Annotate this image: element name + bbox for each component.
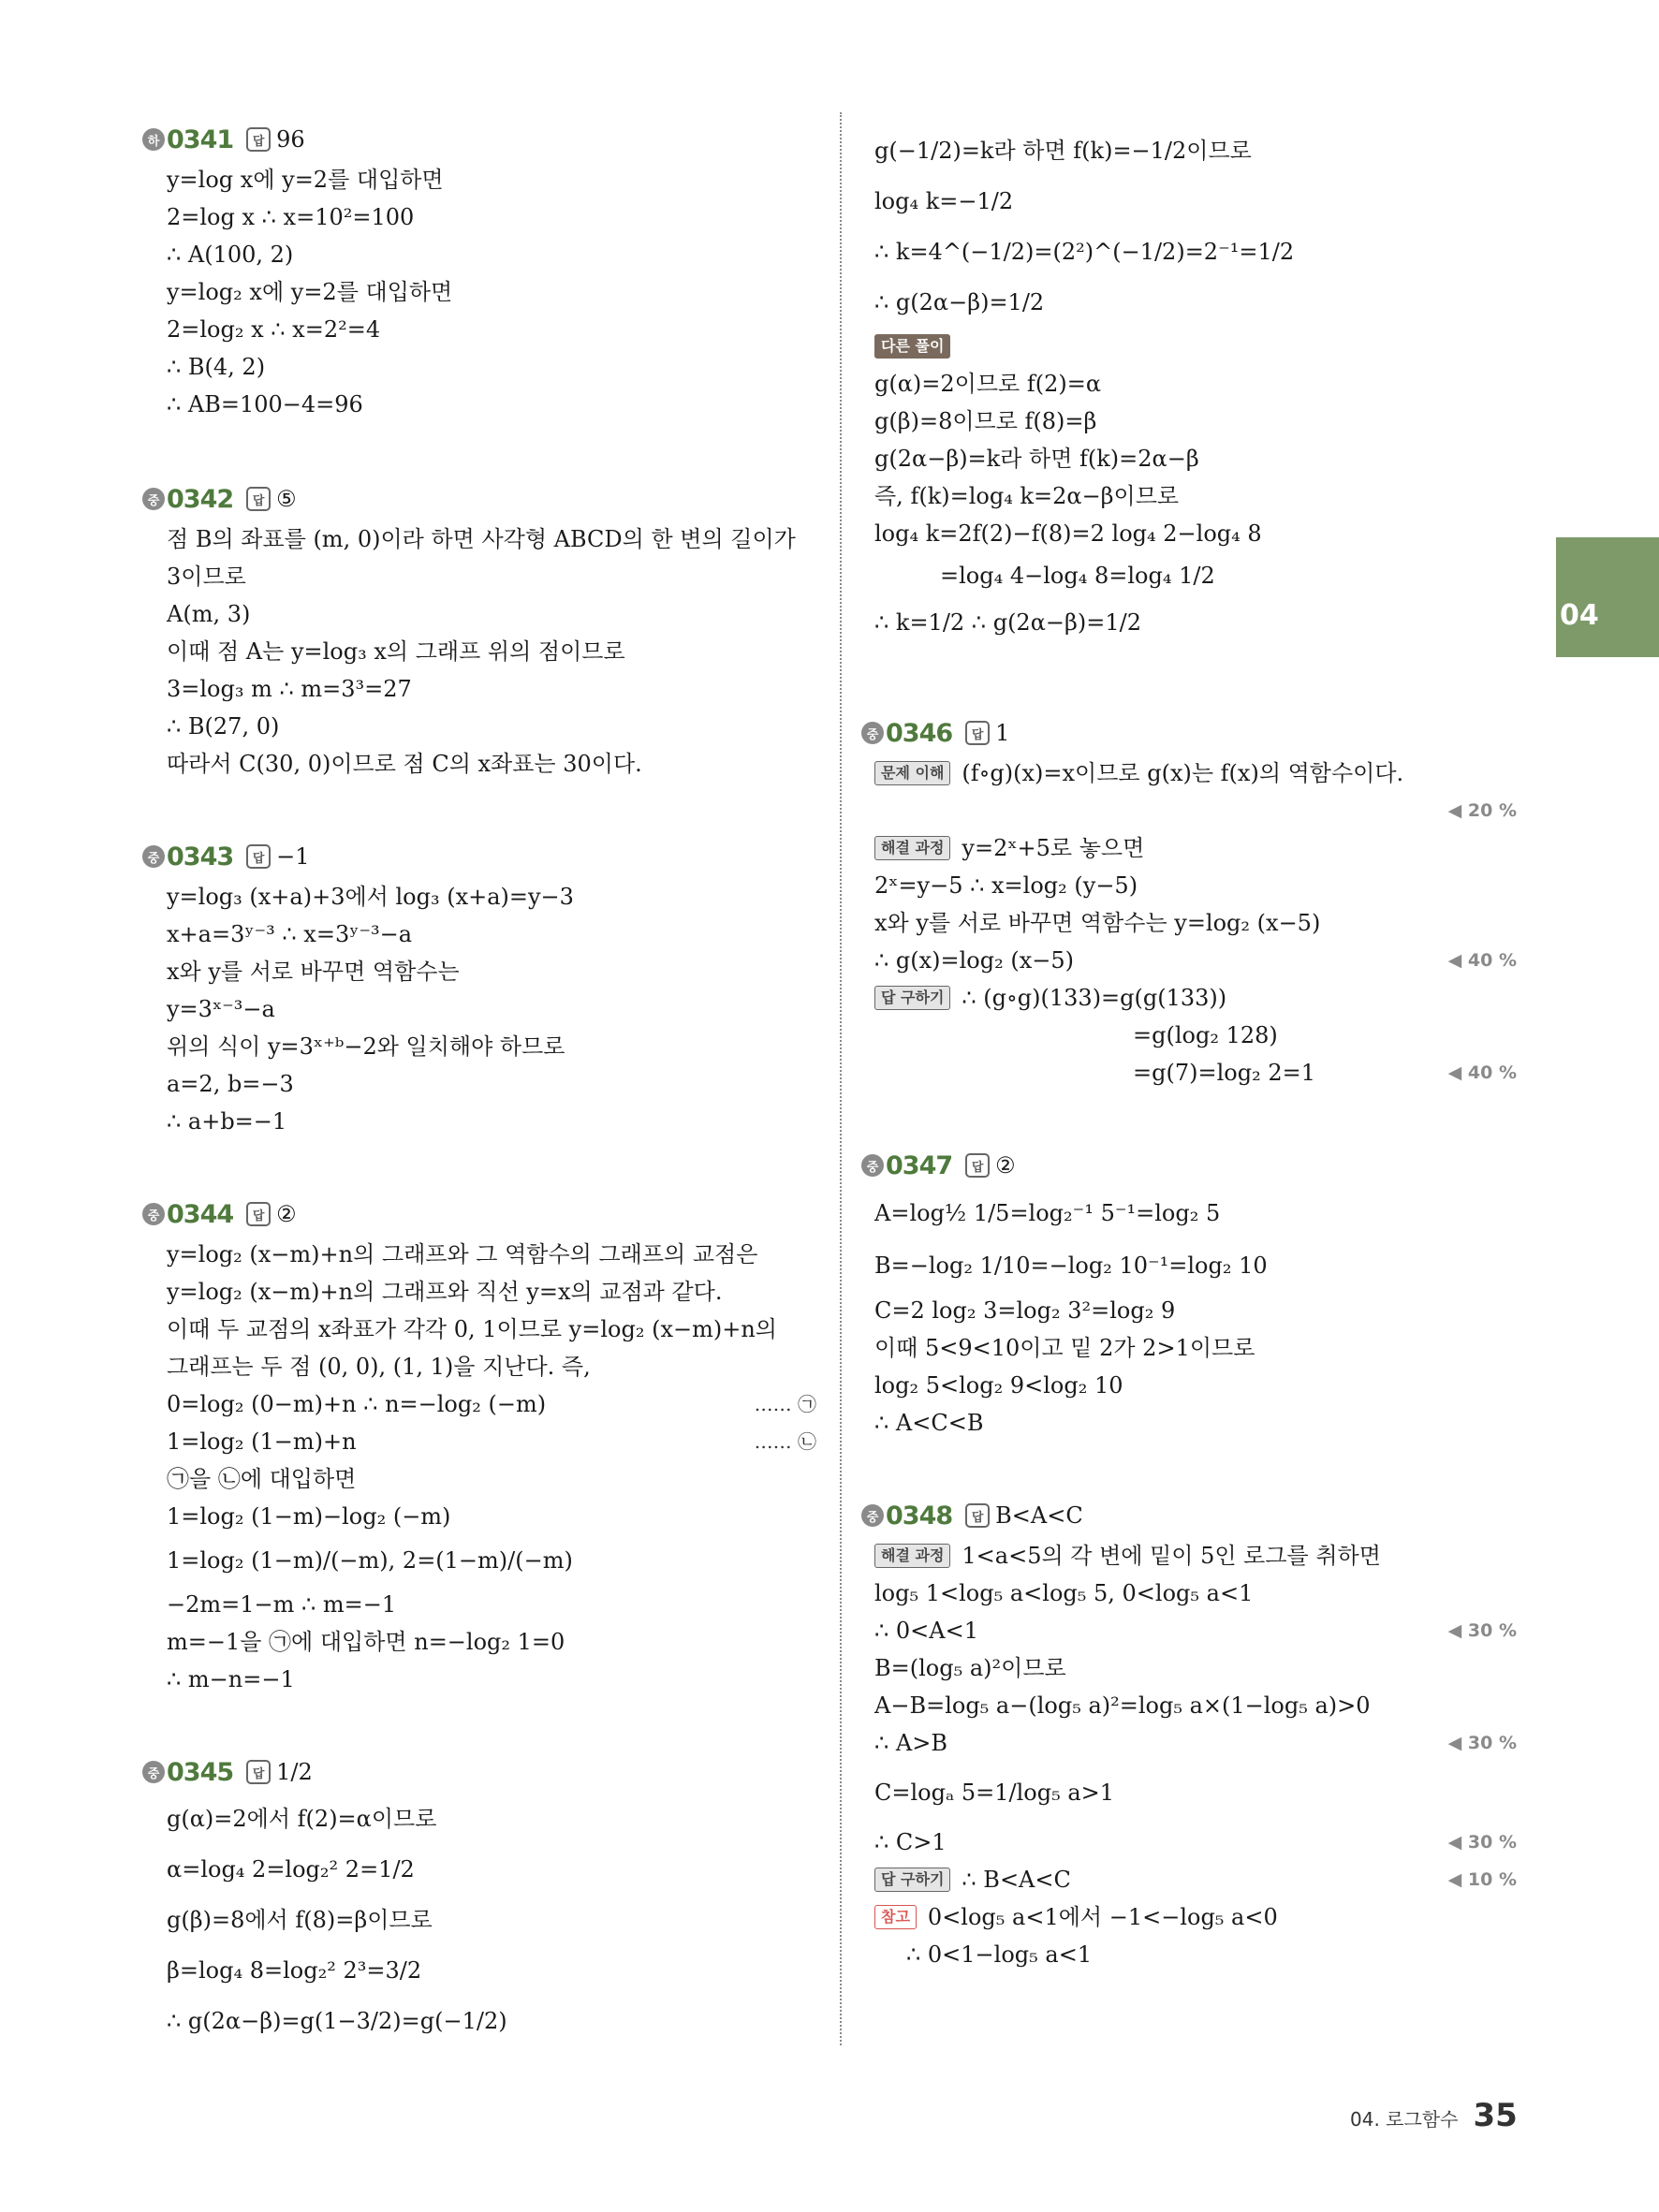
solution-row — [874, 1612, 1517, 1649]
solution-text: 0<log₅ a<1에서 −1<−log₅ a<0 — [927, 1904, 1278, 1930]
solution-line: 2=log₂ x ∴ x=2²=4 — [167, 316, 381, 343]
problem-0342 — [142, 479, 816, 783]
left-column — [142, 120, 816, 2101]
score-percent: ◀ 30 % — [1447, 1832, 1517, 1853]
solution-line: y=log₂ x에 y=2를 대입하면 — [167, 279, 453, 305]
solution-text: log₅ 1<log₅ a<log₅ 5, 0<log₅ a<1 — [874, 1580, 1254, 1606]
solution-text: 2ˣ=y−5 ∴ x=log₂ (y−5) — [874, 872, 1138, 899]
solution-text: ∴ C>1 — [874, 1829, 947, 1855]
solution-text: A−B=log₅ a−(log₅ a)²=log₅ a×(1−log₅ a)>0 — [874, 1692, 1371, 1719]
chapter-tab-label: 04 — [1560, 599, 1599, 632]
problem-header — [861, 1146, 1517, 1185]
answer-value: 96 — [276, 126, 305, 153]
solution-row — [874, 1898, 1517, 1936]
level-badge: 중 — [142, 1203, 165, 1225]
answer-icon: 답 — [965, 721, 990, 745]
solution-text: B=(log₅ a)²이므로 — [874, 1655, 1066, 1681]
solution-line: 3이므로 — [167, 564, 246, 590]
note-tag: 참고 — [874, 1905, 917, 1929]
solution-row — [874, 867, 1517, 904]
solution-line — [167, 1423, 816, 1460]
problem-header — [142, 837, 816, 876]
solution-row — [874, 1861, 1517, 1898]
solution-line: 1=log₂ (1−m)−log₂ (−m) — [167, 1503, 451, 1530]
answer-icon: 답 — [246, 844, 271, 869]
answer-icon: 답 — [965, 1153, 990, 1178]
solution-line: ∴ A<C<B — [874, 1410, 984, 1436]
score-percent: ◀ 40 % — [1447, 950, 1517, 971]
problem-number: 0341 — [167, 125, 234, 154]
solution-text: ∴ B<A<C — [962, 1867, 1071, 1893]
score-percent: ◀ 30 % — [1447, 1733, 1517, 1753]
solution-line: g(−1/2)=k라 하면 f(k)=−1/2이므로 — [874, 138, 1252, 164]
solution-line: A=log½ 1/5=log₂⁻¹ 5⁻¹=log₂ 5 — [874, 1200, 1221, 1226]
solution-text: x와 y를 서로 바꾸면 역함수는 y=log₂ (x−5) — [874, 910, 1321, 936]
chapter-side-tab — [1556, 537, 1659, 657]
problem-number: 0347 — [886, 1150, 953, 1180]
solution-text: C=logₐ 5=1/log₅ a>1 — [874, 1780, 1115, 1806]
solution-line: y=log₂ (x−m)+n의 그래프와 그 역함수의 그래프의 교점은 — [167, 1241, 758, 1267]
solution-line: ∴ m−n=−1 — [167, 1666, 295, 1692]
solution-line: ∴ k=1/2 ∴ g(2α−β)=1/2 — [874, 609, 1141, 636]
solution-line: g(β)=8에서 f(8)=β이므로 — [167, 1907, 433, 1933]
level-badge: 중 — [861, 1154, 884, 1177]
score-percent: ◀ 20 % — [1447, 800, 1517, 821]
alt-solution-tag: 다른 풀이 — [874, 334, 950, 359]
problem-header — [861, 713, 1517, 753]
answer-value: B<A<C — [995, 1502, 1083, 1529]
solution-line: m=−1을 ㉠에 대입하면 n=−log₂ 1=0 — [167, 1629, 565, 1655]
problem-0347 — [861, 1146, 1517, 1442]
solution-line: β=log₄ 8=log₂² 2³=3/2 — [167, 1957, 422, 1984]
solution-line: ∴ B(4, 2) — [167, 354, 266, 380]
answer-value: ② — [995, 1152, 1016, 1179]
answer-value: −1 — [276, 843, 310, 870]
solution-text: =g(log₂ 128) — [1133, 1022, 1278, 1048]
solution-text: (f∘g)(x)=x이므로 g(x)는 f(x)의 역함수이다. — [962, 760, 1404, 786]
solution-line: 따라서 C(30, 0)이므로 점 C의 x좌표는 30이다. — [167, 751, 642, 777]
solution-row — [874, 829, 1517, 867]
solution-row — [874, 754, 1517, 792]
solution-line: 그래프는 두 점 (0, 0), (1, 1)을 지난다. 즉, — [167, 1354, 591, 1380]
solution-line: ∴ k=4^(−1/2)=(2²)^(−1/2)=2⁻¹=1/2 — [874, 239, 1295, 265]
solution-line: y=3ˣ⁻³−a — [167, 996, 275, 1022]
problem-number: 0342 — [167, 484, 234, 514]
problem-number: 0346 — [886, 718, 953, 748]
solution-row — [874, 1762, 1517, 1824]
solution-line: A(m, 3) — [167, 601, 251, 627]
solution-line: ∴ B(27, 0) — [167, 713, 280, 740]
solution-line: C=2 log₂ 3=log₂ 3²=log₂ 9 — [874, 1297, 1176, 1324]
step-tag: 답 구하기 — [874, 1868, 950, 1892]
solution-line: ∴ AB=100−4=96 — [167, 391, 363, 417]
solution-line: ㉠을 ㉡에 대입하면 — [167, 1466, 357, 1492]
answer-value: 1/2 — [276, 1759, 313, 1785]
solution-line: log₂ 5<log₂ 9<log₂ 10 — [874, 1372, 1123, 1399]
solution-line: x와 y를 서로 바꾸면 역함수는 — [167, 959, 460, 985]
column-divider — [840, 112, 842, 2045]
equation-marker: …… ㉡ — [754, 1430, 816, 1453]
solution-line: y=log₂ (x−m)+n의 그래프와 직선 y=x의 교점과 같다. — [167, 1279, 723, 1305]
solution-line: g(α)=2에서 f(2)=α이므로 — [167, 1806, 437, 1832]
level-badge: 중 — [142, 488, 165, 510]
solution-line: 이때 5<9<10이고 밑 2가 2>1이므로 — [874, 1335, 1255, 1361]
solution-row — [874, 1824, 1517, 1861]
page-footer — [1350, 2097, 1518, 2134]
solution-row — [874, 1537, 1517, 1575]
solution-line: 이때 점 A는 y=log₃ x의 그래프 위의 점이므로 — [167, 638, 625, 665]
solution-row — [874, 1575, 1517, 1612]
solution-row — [874, 1724, 1517, 1762]
level-badge: 하 — [142, 128, 165, 151]
equation-marker: …… ㉠ — [754, 1393, 816, 1415]
solution-line: α=log₄ 2=log₂² 2=1/2 — [167, 1856, 415, 1882]
solution-text: ∴ 0<1−log₅ a<1 — [906, 1941, 1093, 1968]
problem-0345 — [142, 1752, 816, 2046]
answer-icon: 답 — [246, 1760, 271, 1784]
solution-text: ∴ 0<A<1 — [874, 1618, 978, 1644]
solution-line: 2=log x ∴ x=10²=100 — [167, 204, 415, 230]
right-column — [861, 125, 1517, 2028]
solution-line: −2m=1−m ∴ m=−1 — [167, 1591, 397, 1618]
problem-number: 0343 — [167, 842, 234, 872]
page-number: 35 — [1473, 2097, 1518, 2134]
problem-header — [142, 1752, 816, 1792]
solution-line: g(2α−β)=k라 하면 f(k)=2α−β — [874, 446, 1199, 472]
answer-icon: 답 — [246, 487, 271, 511]
solution-line: B=−log₂ 1/10=−log₂ 10⁻¹=log₂ 10 — [874, 1252, 1268, 1279]
solution-row — [874, 1936, 1517, 1973]
answer-icon: 답 — [965, 1503, 990, 1528]
solution-line: ∴ g(2α−β)=1/2 — [874, 289, 1045, 315]
step-tag: 해결 과정 — [874, 1544, 950, 1568]
solution-line: ∴ g(2α−β)=g(1−3/2)=g(−1/2) — [167, 2008, 507, 2034]
solution-text: ∴ g(x)=log₂ (x−5) — [874, 947, 1075, 974]
solution-line: 점 B의 좌표를 (m, 0)이라 하면 사각형 ABCD의 한 변의 길이가 — [167, 526, 796, 552]
problem-number: 0348 — [886, 1501, 953, 1531]
problem-0346 — [861, 713, 1517, 1091]
score-percent: ◀ 30 % — [1447, 1620, 1517, 1641]
solution-row — [874, 792, 1517, 829]
solution-line: g(α)=2이므로 f(2)=α — [874, 371, 1102, 397]
problem-0345-continued — [861, 125, 1517, 646]
step-tag: 해결 과정 — [874, 836, 950, 860]
score-percent: ◀ 40 % — [1447, 1062, 1517, 1083]
level-badge: 중 — [142, 845, 165, 868]
solution-line: =log₄ 4−log₄ 8=log₄ 1/2 — [940, 563, 1215, 589]
solution-line: 이때 두 교점의 x좌표가 각각 0, 1이므로 y=log₂ (x−m)+n의 — [167, 1316, 777, 1342]
problem-number: 0345 — [167, 1757, 234, 1787]
answer-icon: 답 — [246, 127, 271, 152]
solution-text: =g(7)=log₂ 2=1 — [1133, 1060, 1315, 1086]
solution-row — [874, 1687, 1517, 1724]
solution-line: x+a=3ʸ⁻³ ∴ x=3ʸ⁻³−a — [167, 921, 413, 947]
solution-row — [874, 1017, 1517, 1054]
step-tag: 문제 이해 — [874, 761, 950, 785]
solution-line: g(β)=8이므로 f(8)=β — [874, 408, 1097, 434]
problem-0344 — [142, 1194, 816, 1698]
solution-text: ∴ A>B — [874, 1730, 947, 1756]
problem-number: 0344 — [167, 1199, 234, 1229]
problem-header — [861, 1496, 1517, 1535]
problem-0341 — [142, 120, 816, 423]
problem-0348 — [861, 1496, 1517, 1973]
solution-row — [874, 904, 1517, 942]
solution-row — [874, 1649, 1517, 1687]
level-badge: 중 — [861, 1504, 884, 1527]
solution-line: 1=log₂ (1−m)/(−m), 2=(1−m)/(−m) — [167, 1547, 573, 1574]
solution-line — [167, 1385, 816, 1423]
solution-text: ∴ (g∘g)(133)=g(g(133)) — [962, 985, 1227, 1011]
solution-line: a=2, b=−3 — [167, 1071, 294, 1097]
answer-value: 1 — [995, 720, 1010, 746]
problem-header — [142, 120, 816, 159]
answer-value: ② — [276, 1201, 297, 1227]
solution-text: 1=log₂ (1−m)+n — [167, 1428, 357, 1455]
chapter-title: 04. 로그함수 — [1350, 2108, 1459, 2131]
solution-text: 0=log₂ (0−m)+n ∴ n=−log₂ (−m) — [167, 1391, 547, 1417]
step-tag: 답 구하기 — [874, 986, 950, 1010]
solution-text: 1<a<5의 각 변에 밑이 5인 로그를 취하면 — [962, 1543, 1381, 1569]
solution-text: y=2ˣ+5로 놓으면 — [962, 835, 1145, 861]
solution-line: ∴ a+b=−1 — [167, 1108, 287, 1135]
problem-0343 — [142, 837, 816, 1140]
solution-line: log₄ k=−1/2 — [874, 188, 1014, 214]
level-badge: 중 — [861, 722, 884, 744]
level-badge: 중 — [142, 1761, 165, 1783]
solution-line: y=log x에 y=2를 대입하면 — [167, 167, 444, 193]
solution-row — [874, 979, 1517, 1017]
solution-line: log₄ k=2f(2)−f(8)=2 log₄ 2−log₄ 8 — [874, 520, 1262, 547]
solution-line: 위의 식이 y=3ˣ⁺ᵇ−2와 일치해야 하므로 — [167, 1033, 565, 1060]
answer-icon: 답 — [246, 1202, 271, 1226]
solution-row — [874, 942, 1517, 979]
problem-header — [142, 1194, 816, 1234]
solution-row — [874, 1054, 1517, 1091]
score-percent: ◀ 10 % — [1447, 1869, 1517, 1890]
solution-line: ∴ A(100, 2) — [167, 242, 294, 268]
alt-solution-header — [874, 328, 1517, 365]
problem-header — [142, 479, 816, 519]
solution-line: y=log₃ (x+a)+3에서 log₃ (x+a)=y−3 — [167, 884, 574, 910]
solution-line: 3=log₃ m ∴ m=3³=27 — [167, 676, 412, 702]
solution-line: 즉, f(k)=log₄ k=2α−β이므로 — [874, 483, 1180, 509]
answer-value: ⑤ — [276, 486, 297, 512]
